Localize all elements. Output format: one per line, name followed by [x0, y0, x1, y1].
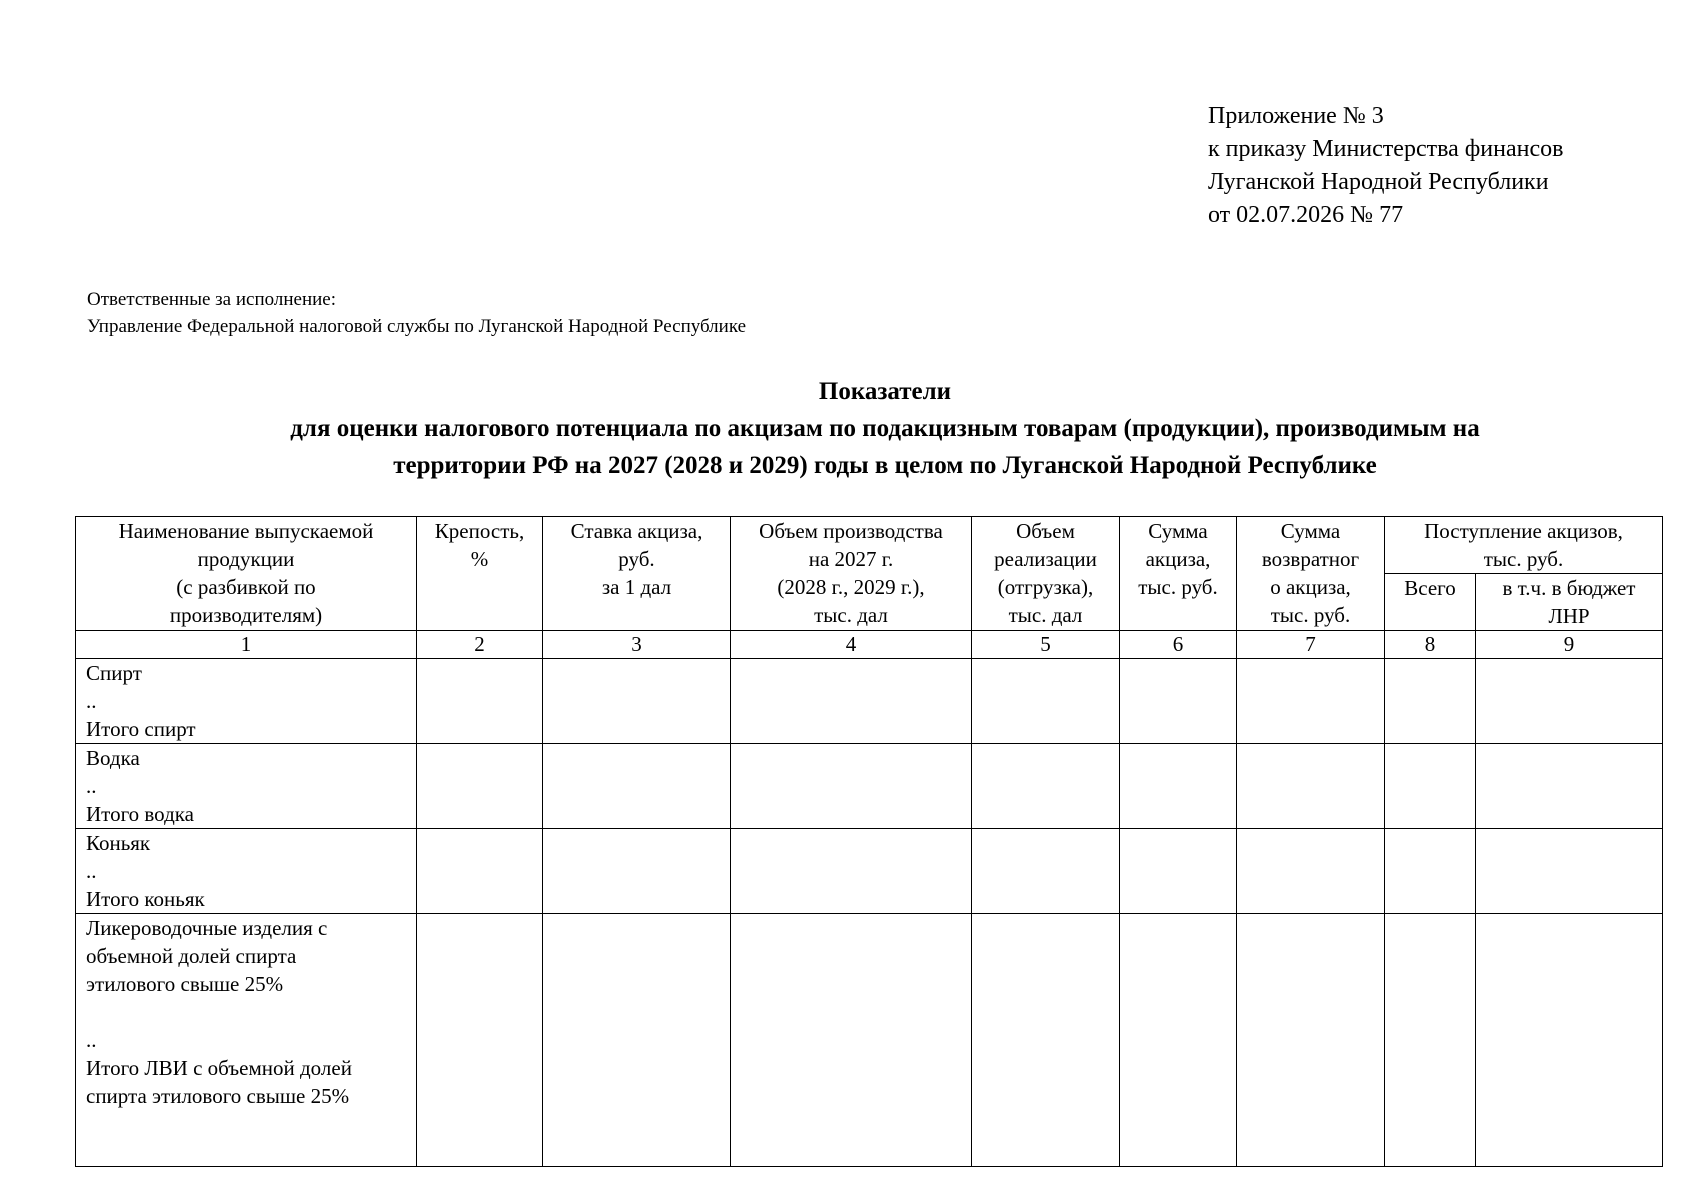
table-cell: [543, 744, 731, 829]
column-number-row: [76, 631, 1663, 659]
header-product-name: Наименование выпускаемой продукции (с разбивкой по производителям): [76, 517, 417, 631]
appendix-line-3: Луганской Народной Республики: [1208, 169, 1549, 195]
table-cell: [1120, 659, 1237, 744]
header-production-volume: Объем производства на 2027 г. (2028 г., 2029 г.), тыс. дал: [731, 517, 972, 631]
table-cell: [972, 744, 1120, 829]
table-row: [76, 659, 1663, 744]
header-refund-sum: Сумма возвратног о акциза, тыс. руб.: [1237, 517, 1385, 631]
column-number: 4: [731, 631, 972, 659]
header-excise-rate: Ставка акциза, руб. за 1 дал: [543, 517, 731, 631]
header-excise-sum: Сумма акциза, тыс. руб.: [1120, 517, 1237, 631]
table-cell: [417, 744, 543, 829]
table-cell: [1120, 914, 1237, 1167]
column-number: 9: [1476, 631, 1663, 659]
header-strength: Крепость, %: [417, 517, 543, 631]
appendix-block: [1208, 100, 1563, 232]
table-cell: [1120, 744, 1237, 829]
table-cell: [972, 914, 1120, 1167]
title-line-1: Показатели: [818, 378, 952, 405]
responsible-label: Ответственные за исполнение:: [87, 289, 337, 310]
indicators-table: [75, 516, 1663, 1167]
row-name-cognac: Коньяк .. Итого коньяк: [76, 829, 417, 914]
table-cell: [543, 914, 731, 1167]
table-cell: [1476, 659, 1663, 744]
row-name-spirit: Спирт .. Итого спирт: [76, 659, 417, 744]
column-number: 5: [972, 631, 1120, 659]
table-cell: [1385, 744, 1476, 829]
appendix-line-4: от 02.07.2026 № 77: [1208, 202, 1404, 228]
table-cell: [731, 744, 972, 829]
header-lnr-budget: в т.ч. в бюджет ЛНР: [1476, 574, 1663, 631]
table-cell: [543, 659, 731, 744]
table-cell: [731, 829, 972, 914]
table-cell: [1120, 829, 1237, 914]
appendix-line-2: к приказу Министерства финансов: [1208, 136, 1564, 162]
table-cell: [731, 659, 972, 744]
table-cell: [1385, 914, 1476, 1167]
responsible-block: [87, 286, 746, 340]
table-cell: [731, 914, 972, 1167]
column-number: 8: [1385, 631, 1476, 659]
table-cell: [1237, 829, 1385, 914]
title-line-3: территории РФ на 2027 (2028 и 2029) годы в целом по Луганской Народной Республике: [393, 452, 1377, 479]
table-row: [76, 829, 1663, 914]
table-cell: [1476, 914, 1663, 1167]
table-cell: [972, 659, 1120, 744]
appendix-line-1: Приложение № 3: [1208, 103, 1384, 129]
row-name-vodka: Водка .. Итого водка: [76, 744, 417, 829]
document-title: [75, 373, 1695, 484]
table-cell: [543, 829, 731, 914]
table-cell: [417, 914, 543, 1167]
column-number: 2: [417, 631, 543, 659]
table-row: [76, 744, 1663, 829]
table-cell: [417, 829, 543, 914]
column-number: 3: [543, 631, 731, 659]
header-total: Всего: [1385, 574, 1476, 631]
title-line-2: для оценки налогового потенциала по акцизам по подакцизным товарам (продукции), производимым на: [290, 415, 1480, 442]
table-cell: [1237, 914, 1385, 1167]
responsible-org: Управление Федеральной налоговой службы по Луганской Народной Республике: [87, 316, 747, 337]
table-cell: [1237, 659, 1385, 744]
row-name-liquor: Ликероводочные изделия с объемной долей спирта этилового свыше 25% .. Итого ЛВИ с объемной долей спирта этилового свыше 25%: [76, 914, 417, 1167]
table-cell: [417, 659, 543, 744]
table-cell: [1476, 744, 1663, 829]
column-number: 1: [76, 631, 417, 659]
header-receipts-group: Поступление акцизов, тыс. руб.: [1385, 517, 1663, 574]
table-cell: [1385, 659, 1476, 744]
table-cell: [1385, 829, 1476, 914]
column-number: 7: [1237, 631, 1385, 659]
table-row: [76, 914, 1663, 1167]
header-row: [76, 517, 1663, 574]
column-number: 6: [1120, 631, 1237, 659]
table-cell: [972, 829, 1120, 914]
table-cell: [1476, 829, 1663, 914]
header-sales-volume: Объем реализации (отгрузка), тыс. дал: [972, 517, 1120, 631]
table-cell: [1237, 744, 1385, 829]
